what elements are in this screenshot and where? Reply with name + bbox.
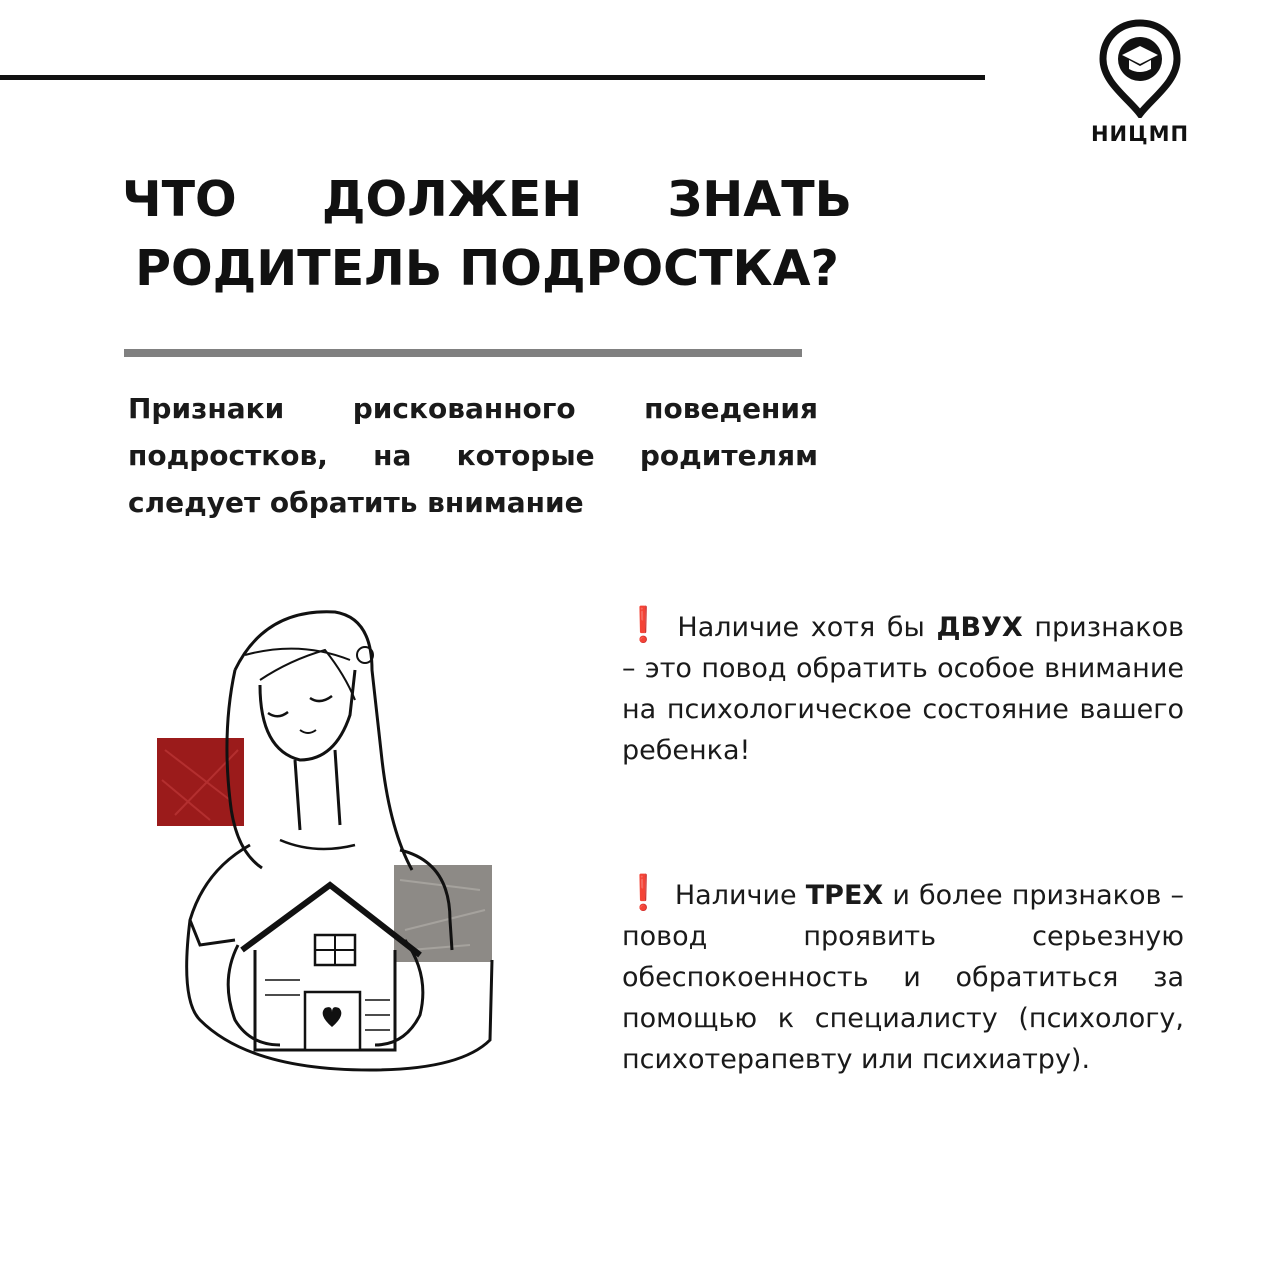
logo — [1085, 18, 1195, 146]
title-line-2: РОДИТЕЛЬ ПОДРОСТКА? — [135, 240, 839, 297]
illustration — [150, 600, 510, 1080]
logo-text: НИЦМП — [1090, 122, 1190, 146]
exclamation-icon: ❗ — [622, 605, 668, 645]
note-three-signs — [622, 873, 1184, 1080]
note-two-signs — [622, 605, 1184, 771]
note-emphasis: ТРЕХ — [805, 880, 884, 911]
note-text: и более признаков – повод проявить серьезную обеспокоенность и обратиться за помощью к специалисту (психологу, психотерапевту или психиатру). — [622, 880, 1184, 1075]
note-text: признаков – это повод обратить особое внимание на психологическое состояние вашего ребенка! — [622, 612, 1185, 766]
top-divider — [0, 75, 985, 80]
title-word: ЗНАТЬ — [667, 171, 852, 228]
note-text: Наличие — [674, 880, 806, 911]
exclamation-icon: ❗ — [622, 873, 665, 913]
graduation-cap-pin-icon — [1095, 18, 1185, 118]
title-line-1 — [122, 165, 852, 234]
title-divider — [124, 349, 802, 357]
note-text: Наличие хотя бы — [677, 612, 937, 643]
subtitle: Признаки рискованного поведения подростков, на которые родителям следует обратить внимание — [128, 392, 818, 519]
title-word: ЧТО — [122, 171, 237, 228]
title-word: ДОЛЖЕН — [321, 171, 583, 228]
woman-hugging-house-icon — [150, 600, 510, 1080]
note-emphasis: ДВУХ — [936, 612, 1023, 643]
page-title — [122, 165, 852, 303]
